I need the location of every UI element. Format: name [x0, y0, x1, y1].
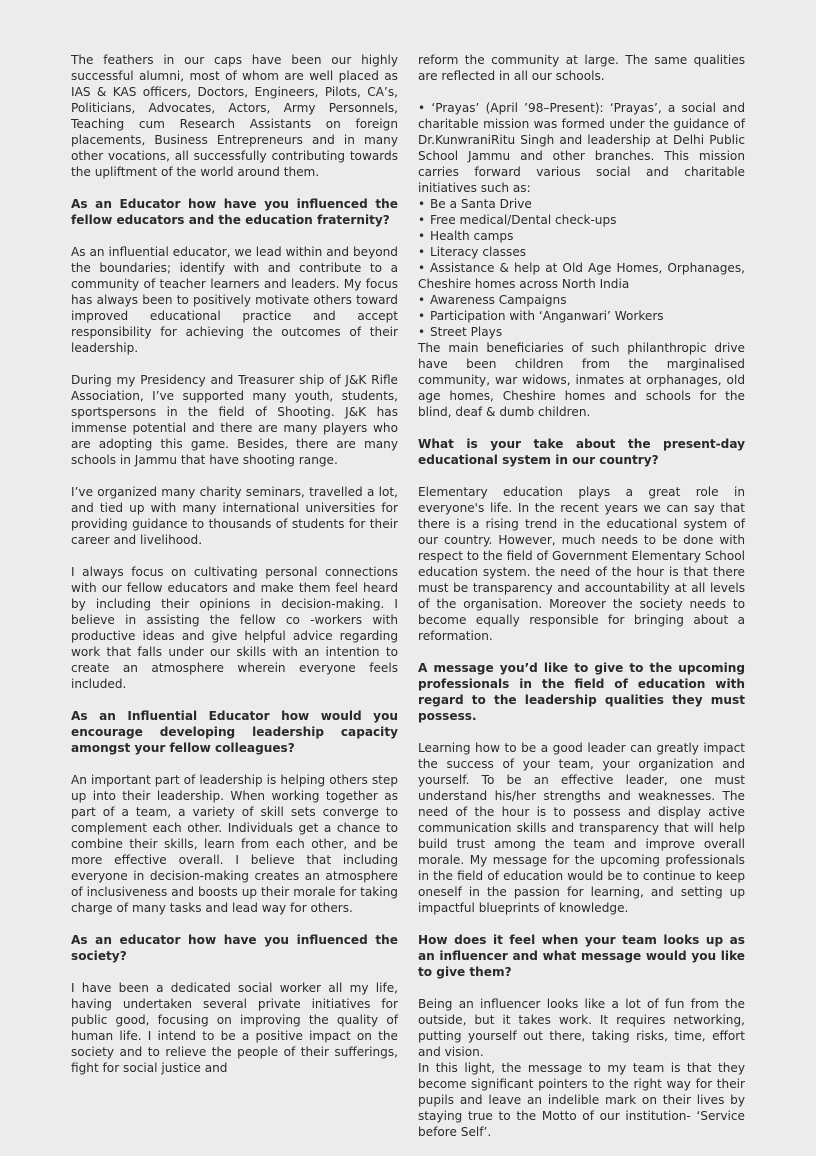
initiatives-list [418, 196, 745, 340]
paragraph-charity-seminars: I’ve organized many charity seminars, travelled a lot, and tied up with many international universities for providing guidance to thousands of students for their career and livelihood. [71, 485, 398, 547]
bullet-icon: • [418, 309, 426, 323]
paragraph-social-worker: I have been a dedicated social worker all my life, having undertaken several private initiatives for public good, focusing on improving the quality of human life. I intend to be a positive impact on the society and to relieve the people of their sufferings, fight for social justice and [71, 981, 398, 1075]
paragraph-beneficiaries: The main beneficiaries of such philanthropic drive have been children from the marginalised community, war widows, inmates at orphanages, old age homes, Cheshire homes and schools for the blind, deaf & dumb children. [418, 341, 745, 419]
paragraph-leadership: An important part of leadership is helping others step up into their leadership. When working together as part of a team, a variety of skill sets converge to complement each other. Individuals get a chance to combine their skills, learn from each other, and be more effective overall. I believe that including everyone in decision-making creates an atmosphere of inclusiveness and boosts up their morale for taking charge of many tasks and lead way for others. [71, 773, 398, 915]
paragraph-reform: reform the community at large. The same qualities are reflected in all our schools. [418, 53, 745, 83]
question-educator-influence: As an Educator how have you influenced the fellow educators and the education fraternity? [71, 197, 398, 227]
list-item: • Literacy classes [418, 245, 527, 259]
bullet-icon: • [418, 213, 426, 227]
list-item: • Health camps [418, 229, 514, 243]
question-leadership-capacity: As an Influential Educator how would you encourage developing leadership capacity amongst your fellow colleagues? [71, 709, 398, 755]
paragraph-influencer: Being an influencer looks like a lot of fun from the outside, but it takes work. It requires networking, putting yourself out there, taking risks, time, effort and vision. [418, 997, 745, 1059]
bullet-icon: • [418, 261, 426, 275]
paragraph-team-message: In this light, the message to my team is that they become significant pointers to the right way for their pupils and leave an indelible mark on their lives by staying true to the Motto of our institution- ‘Service before Self’. [418, 1061, 745, 1139]
bullet-icon: • [418, 197, 426, 211]
right-column [418, 52, 745, 1156]
paragraph-alumni: The feathers in our caps have been our highly successful alumni, most of whom are well placed as IAS & KAS officers, Doctors, Engineers, Pilots, CA’s, Politicians, Advocates, Actors, Army Personnels, Teaching cum Research Assistants on foreign placements, Business Entrepreneurs and in many other vocations, all successfully contributing towards the upliftment of the world around them. [71, 53, 398, 179]
bullet-icon: • [418, 229, 426, 243]
list-item: • Free medical/Dental check-ups [418, 213, 617, 227]
paragraph-prayas: • ‘Prayas’ (April ’98–Present): ‘Prayas’, a social and charitable mission was formed under the guidance of Dr.KunwraniRitu Singh and leadership at Delhi Public School Jammu and other branches. This mission carries forward various social and charitable initiatives such as: [418, 101, 745, 195]
paragraph-good-leader: Learning how to be a good leader can greatly impact the success of your team, your organization and yourself. To be an effective leader, one must understand his/her strengths and weaknesses. The need of the hour is to possess and display active communication skills and transparency that will help build trust among the team and improve overall morale. My message for the upcoming professionals in the field of education would be to continue to keep oneself in the passion for learning, and setting up impactful blueprints of knowledge. [418, 741, 745, 915]
paragraph-elementary-education: Elementary education plays a great role in everyone's life. In the recent years we can say that there is a rising trend in the educational system of our country. However, much needs to be done with respect to the field of Government Elementary School education system. the need of the hour is that there must be transparency and accountability at all levels of the organisation. Moreover the society needs to become equally responsible for bringing about a reformation. [418, 485, 745, 643]
question-message-professionals: A message you’d like to give to the upcoming professionals in the field of education with regard to the leadership qualities they must possess. [418, 661, 745, 723]
question-educational-system: What is your take about the present-day educational system in our country? [418, 437, 745, 467]
paragraph-influential-educator: As an influential educator, we lead within and beyond the boundaries; identify with and contribute to a community of teacher learners and leaders. My focus has always been to positively motivate others toward improved educational practice and accept responsibility for achieving the outcomes of their leadership. [71, 245, 398, 355]
left-column [71, 52, 398, 1092]
list-item: • Participation with ‘Anganwari’ Workers [418, 309, 664, 323]
paragraph-rifle-association: During my Presidency and Treasurer ship of J&K Rifle Association, I’ve supported many youth, students, sportspersons in the field of Shooting. J&K has immense potential and there are many players who are adopting this game. Besides, there are many schools in Jammu that have shooting range. [71, 373, 398, 467]
list-item: • Awareness Campaigns [418, 293, 567, 307]
list-item: • Street Plays [418, 325, 503, 339]
question-team-influencer: How does it feel when your team looks up as an influencer and what message would you like to give them? [418, 933, 745, 979]
paragraph-personal-connections: I always focus on cultivating personal connections with our fellow educators and make them feel heard by including their opinions in decision-making. I believe in assisting the fellow co -workers with productive ideas and give helpful advice regarding work that falls under our skills with an intention to create an atmosphere wherein everyone feels included. [71, 565, 398, 691]
bullet-icon: • [418, 325, 426, 339]
question-society-influence: As an educator how have you influenced the society? [71, 933, 398, 963]
list-item: • Be a Santa Drive [418, 197, 532, 211]
list-item: • Assistance & help at Old Age Homes, Orphanages, Cheshire homes across North India [418, 261, 745, 291]
bullet-icon: • [418, 293, 426, 307]
bullet-icon: • [418, 245, 426, 259]
